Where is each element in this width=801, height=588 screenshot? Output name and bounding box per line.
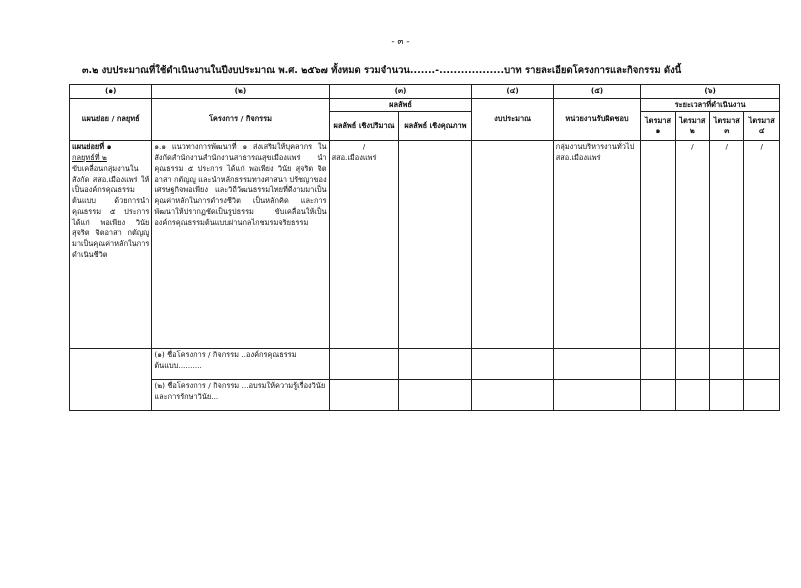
column-number-row — [70, 85, 780, 99]
column-number: (๔) — [472, 85, 553, 99]
column-number: (๑) — [70, 85, 152, 99]
responsible-cell: กลุ่มงานบริหารงานทั่วไป สสอ.เมืองแพร่ — [553, 141, 641, 349]
page-number: - ๓ - — [391, 37, 410, 47]
quarter-header: ไตรมาส ๔ — [744, 112, 780, 141]
output-quality-cell — [399, 141, 472, 349]
header-row-1 — [70, 98, 780, 112]
quarter-cell: / — [744, 141, 780, 349]
quarter-header: ไตรมาส ๑ — [641, 112, 675, 141]
sub-project-cell: (๒) ชื่อโครงการ / กิจกรรม ...อบรมให้ความรู้เรื่องวินัยและการรักษาวินัย... — [152, 380, 329, 411]
quarter-header: ไตรมาส ๒ — [675, 112, 709, 141]
quarter-cell: / — [710, 141, 744, 349]
column-number: (๕) — [553, 85, 641, 99]
project-cell: ๑.๑ แนวทางการพัฒนาที่ ๑ ส่งเสริมให้บุคลากร ในสังกัดสำนักงานสำนักงานสาธารณสุขเมืองแพร่ นำคุณธรรม ๕ ประการ ได้แก่ พอเพียง วินัย สุจริต จิตอาสา กตัญญู และนำหลักธรรมทางศาสนา ปรัชญาของเศรษฐกิจพอเพียง และวิถีวัฒนธรรมไทยที่ดีงามมาเป็นคุณค่าหลักในการดำรงชีวิต เป็นหลักคิด และการพัฒนาให้ปรากฏชัดเป็นรูปธรรม ขับเคลื่อนให้เป็นองค์กรคุณธรรมต้นแบบผ่านกลไกชมรมจริยธรรม — [152, 141, 329, 349]
budget-cell — [472, 141, 553, 349]
quarter-cell — [641, 141, 675, 349]
quarter-header: ไตรมาส ๓ — [710, 112, 744, 141]
table-row — [70, 380, 780, 411]
plan-strategy: กลยุทธ์ที่ ๒ — [72, 153, 107, 163]
column-number: (๒) — [152, 85, 329, 99]
column-number: (๓) — [329, 85, 472, 99]
column-number: (๖) — [641, 85, 780, 99]
output-quantity-header: ผลลัพธ์ เชิงปริมาณ — [329, 112, 399, 141]
quarter-cell: / — [675, 141, 709, 349]
project-header: โครงการ / กิจกรรม — [152, 98, 329, 141]
project-plan-table — [69, 84, 780, 411]
output-quality-header: ผลลัพธ์ เชิงคุณภาพ — [399, 112, 472, 141]
table-row — [70, 349, 780, 380]
plan-header: แผนย่อย / กลยุทธ์ — [70, 98, 152, 141]
plan-text: ขับเคลื่อนกลุ่มงานในสังกัด สสอ.เมืองแพร่ ให้เป็นองค์กรคุณธรรมต้นแบบ ด้วยการนำคุณธรรม ๕ ประการ ได้แก่ พอเพียง วินัย สุจริต จิตอาสา กตัญญู มาเป็นคุณค่าหลักในการดำเนินชีวิต — [72, 163, 150, 259]
quantity-mark: / — [362, 142, 366, 152]
plan-cell-empty — [70, 349, 152, 411]
responsible-header: หน่วยงานรับผิดชอบ — [553, 98, 641, 141]
budget-header: งบประมาณ — [472, 98, 553, 141]
section-heading: ๓.๒ งบประมาณที่ใช้ดำเนินงานในปีงบประมาณ พ.ศ. ๒๕๖๗ ทั้งหมด รวมจำนวน.......-..................บาท รายละเอียดโครงการและกิจกรรม ดังนี้ — [82, 65, 682, 76]
plan-cell — [70, 141, 152, 349]
plan-title: แผนย่อยที่ ๑ — [72, 142, 112, 152]
output-quantity-cell — [329, 141, 399, 349]
table-row — [70, 141, 780, 349]
quantity-text: สสอ.เมืองแพร่ — [331, 153, 377, 163]
sub-project-cell: (๑) ชื่อโครงการ / กิจกรรม ..องค์กรคุณธรรมต้นแบบ.......... — [152, 349, 329, 380]
outputs-header: ผลลัพธ์ — [329, 98, 472, 112]
timeframe-header: ระยะเวลาที่ดำเนินงาน — [641, 98, 780, 112]
